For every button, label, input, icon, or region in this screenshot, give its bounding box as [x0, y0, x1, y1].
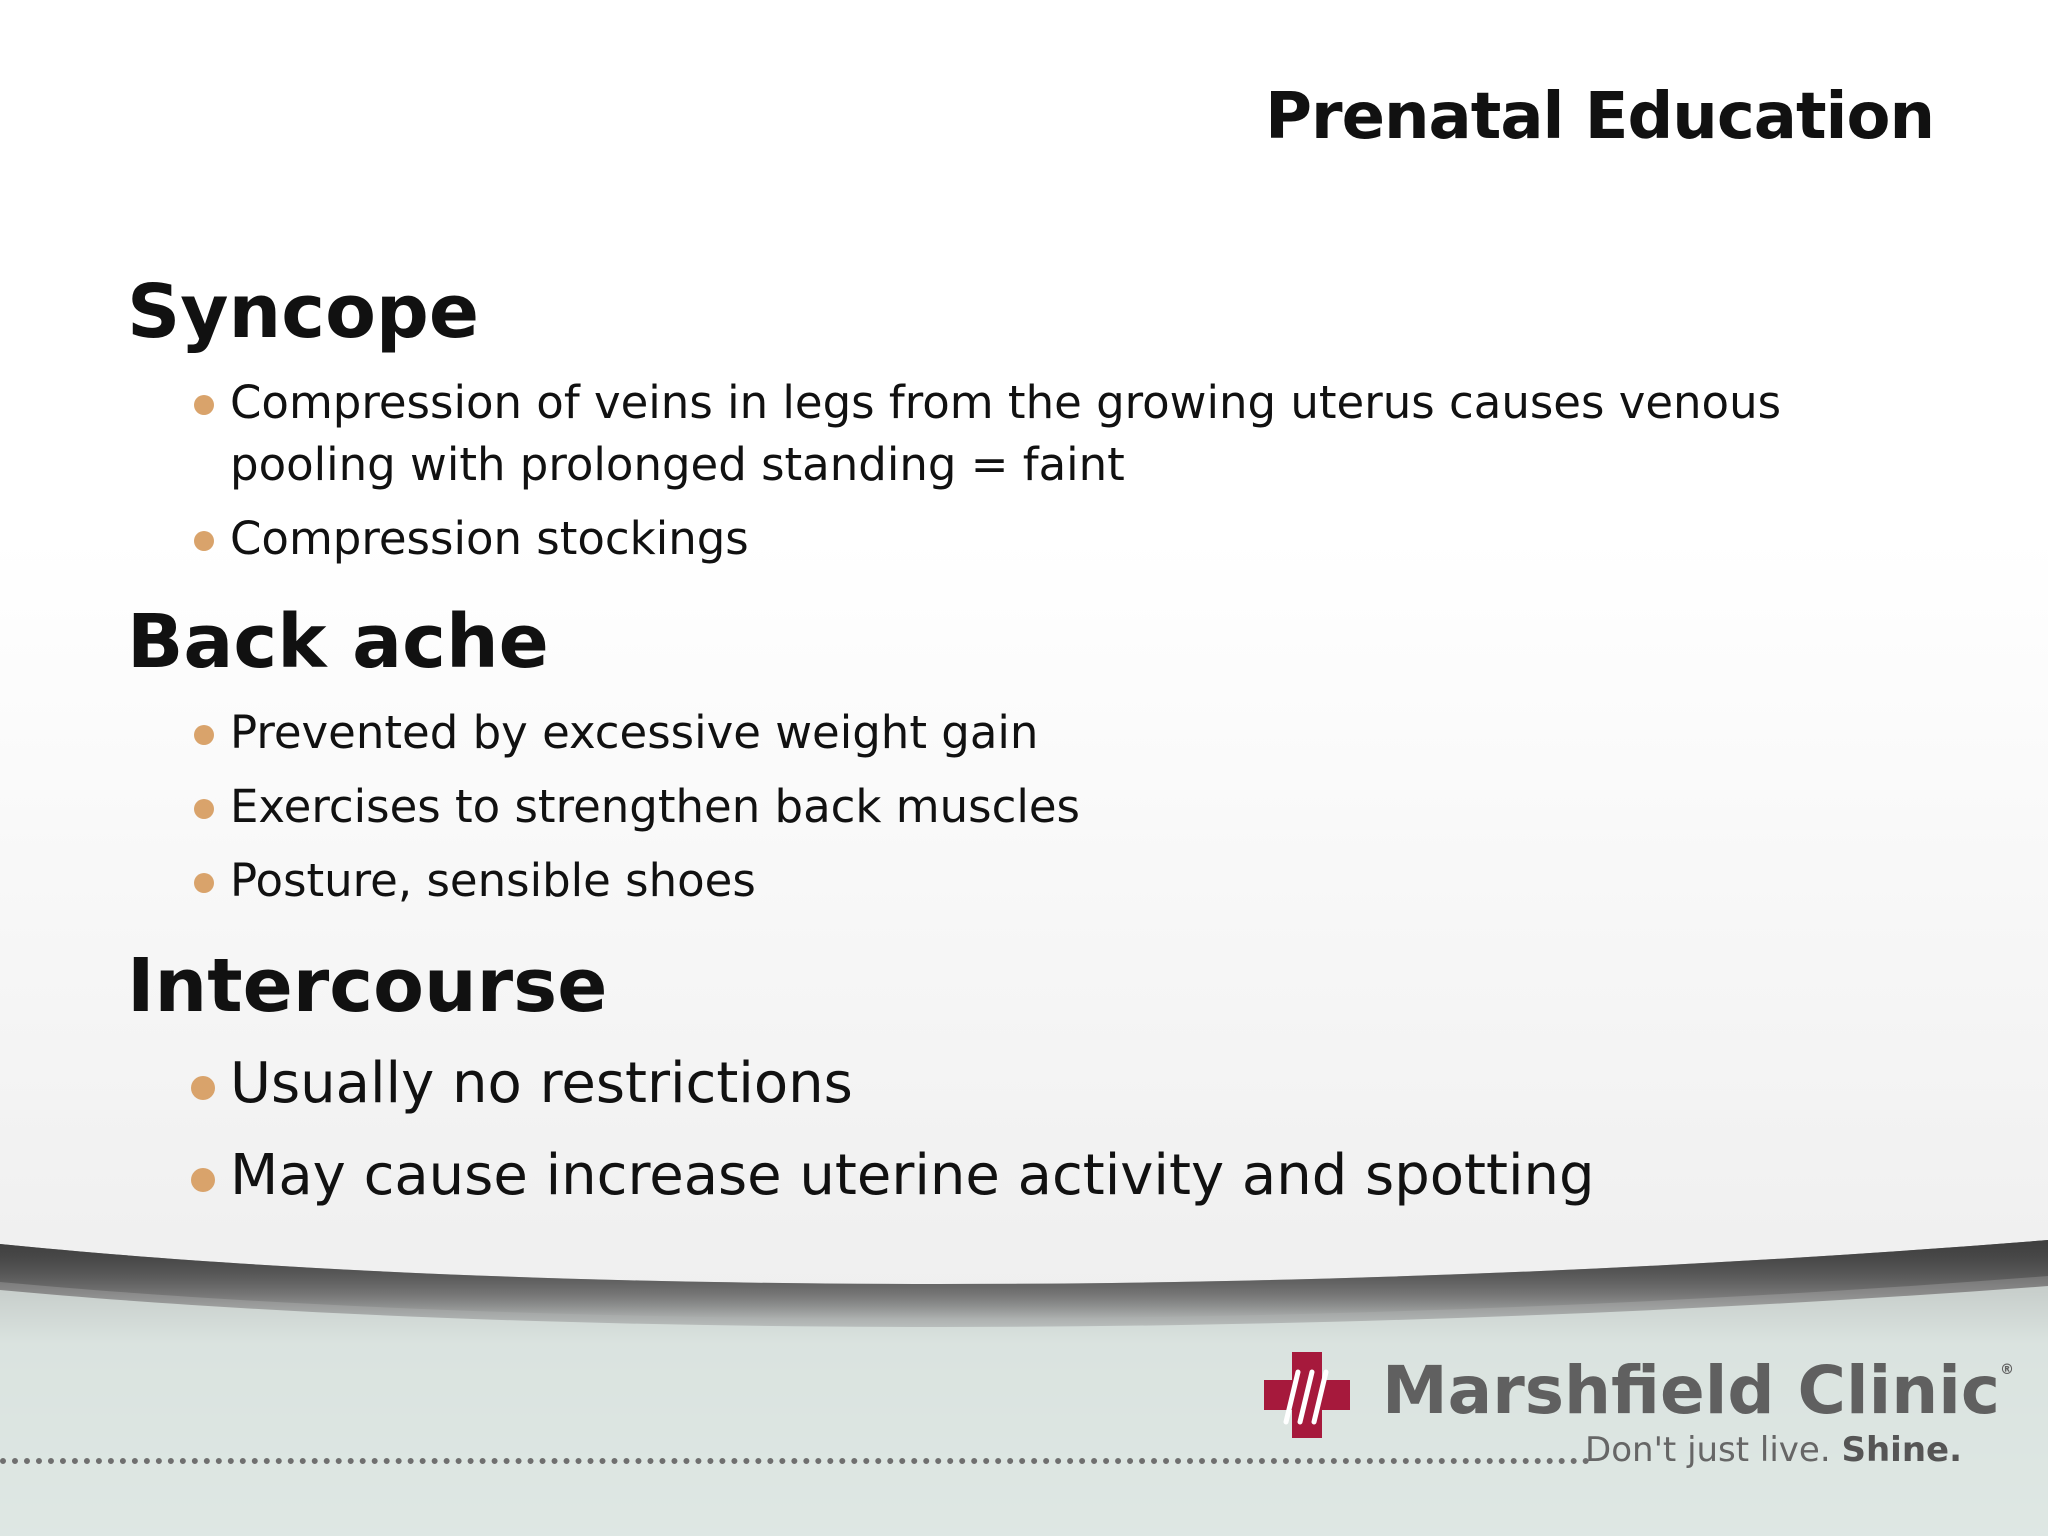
bullet-list-intercourse	[127, 1046, 1887, 1214]
bullet-text: Compression stockings	[230, 512, 749, 565]
bullet-item	[127, 850, 1887, 912]
bullet-text: Exercises to strengthen back muscles	[230, 780, 1080, 833]
section-intercourse	[127, 936, 1887, 1214]
bullet-item	[127, 702, 1887, 764]
bullet-dot-icon	[191, 1168, 215, 1192]
bullet-dot-icon	[194, 799, 214, 819]
bullet-item	[127, 1046, 1887, 1122]
slide-content	[127, 262, 1887, 1230]
marshfield-clinic-logo-icon	[1264, 1352, 1350, 1438]
section-heading-intercourse: Intercourse	[127, 943, 608, 1029]
bullet-text: Usually no restrictions	[230, 1051, 853, 1116]
bullet-dot-icon	[194, 395, 214, 415]
section-syncope	[127, 262, 1887, 570]
brand-name	[1382, 1352, 2014, 1429]
slide-title: Prenatal Education	[1265, 80, 1934, 154]
bullet-text: Posture, sensible shoes	[230, 854, 756, 907]
section-back-ache	[127, 592, 1887, 912]
tagline-emphasis: Shine.	[1841, 1430, 1962, 1470]
bullet-dot-icon	[191, 1076, 215, 1100]
footer-dotted-divider	[0, 1458, 1590, 1464]
section-heading-back-ache: Back ache	[127, 599, 549, 685]
bullet-list-syncope	[127, 372, 1887, 570]
tagline-lead: Don't just live.	[1585, 1430, 1831, 1470]
bullet-item	[127, 776, 1887, 838]
bullet-text: Prevented by excessive weight gain	[230, 706, 1039, 759]
bullet-list-back-ache	[127, 702, 1887, 912]
bullet-text: Compression of veins in legs from the growing uterus causes venous pooling with prolonged standing = faint	[230, 376, 1782, 491]
bullet-item	[127, 508, 1887, 570]
section-heading-syncope: Syncope	[127, 269, 480, 355]
brand-tagline	[1585, 1430, 1962, 1470]
registered-mark: ®	[1999, 1362, 2014, 1378]
brand-name-text: Marshfield Clinic	[1382, 1352, 2000, 1429]
bullet-dot-icon	[194, 873, 214, 893]
bullet-dot-icon	[194, 725, 214, 745]
bullet-text: May cause increase uterine activity and spotting	[230, 1143, 1595, 1208]
bullet-item	[127, 372, 1887, 496]
bullet-dot-icon	[194, 531, 214, 551]
bullet-item	[127, 1138, 1887, 1214]
